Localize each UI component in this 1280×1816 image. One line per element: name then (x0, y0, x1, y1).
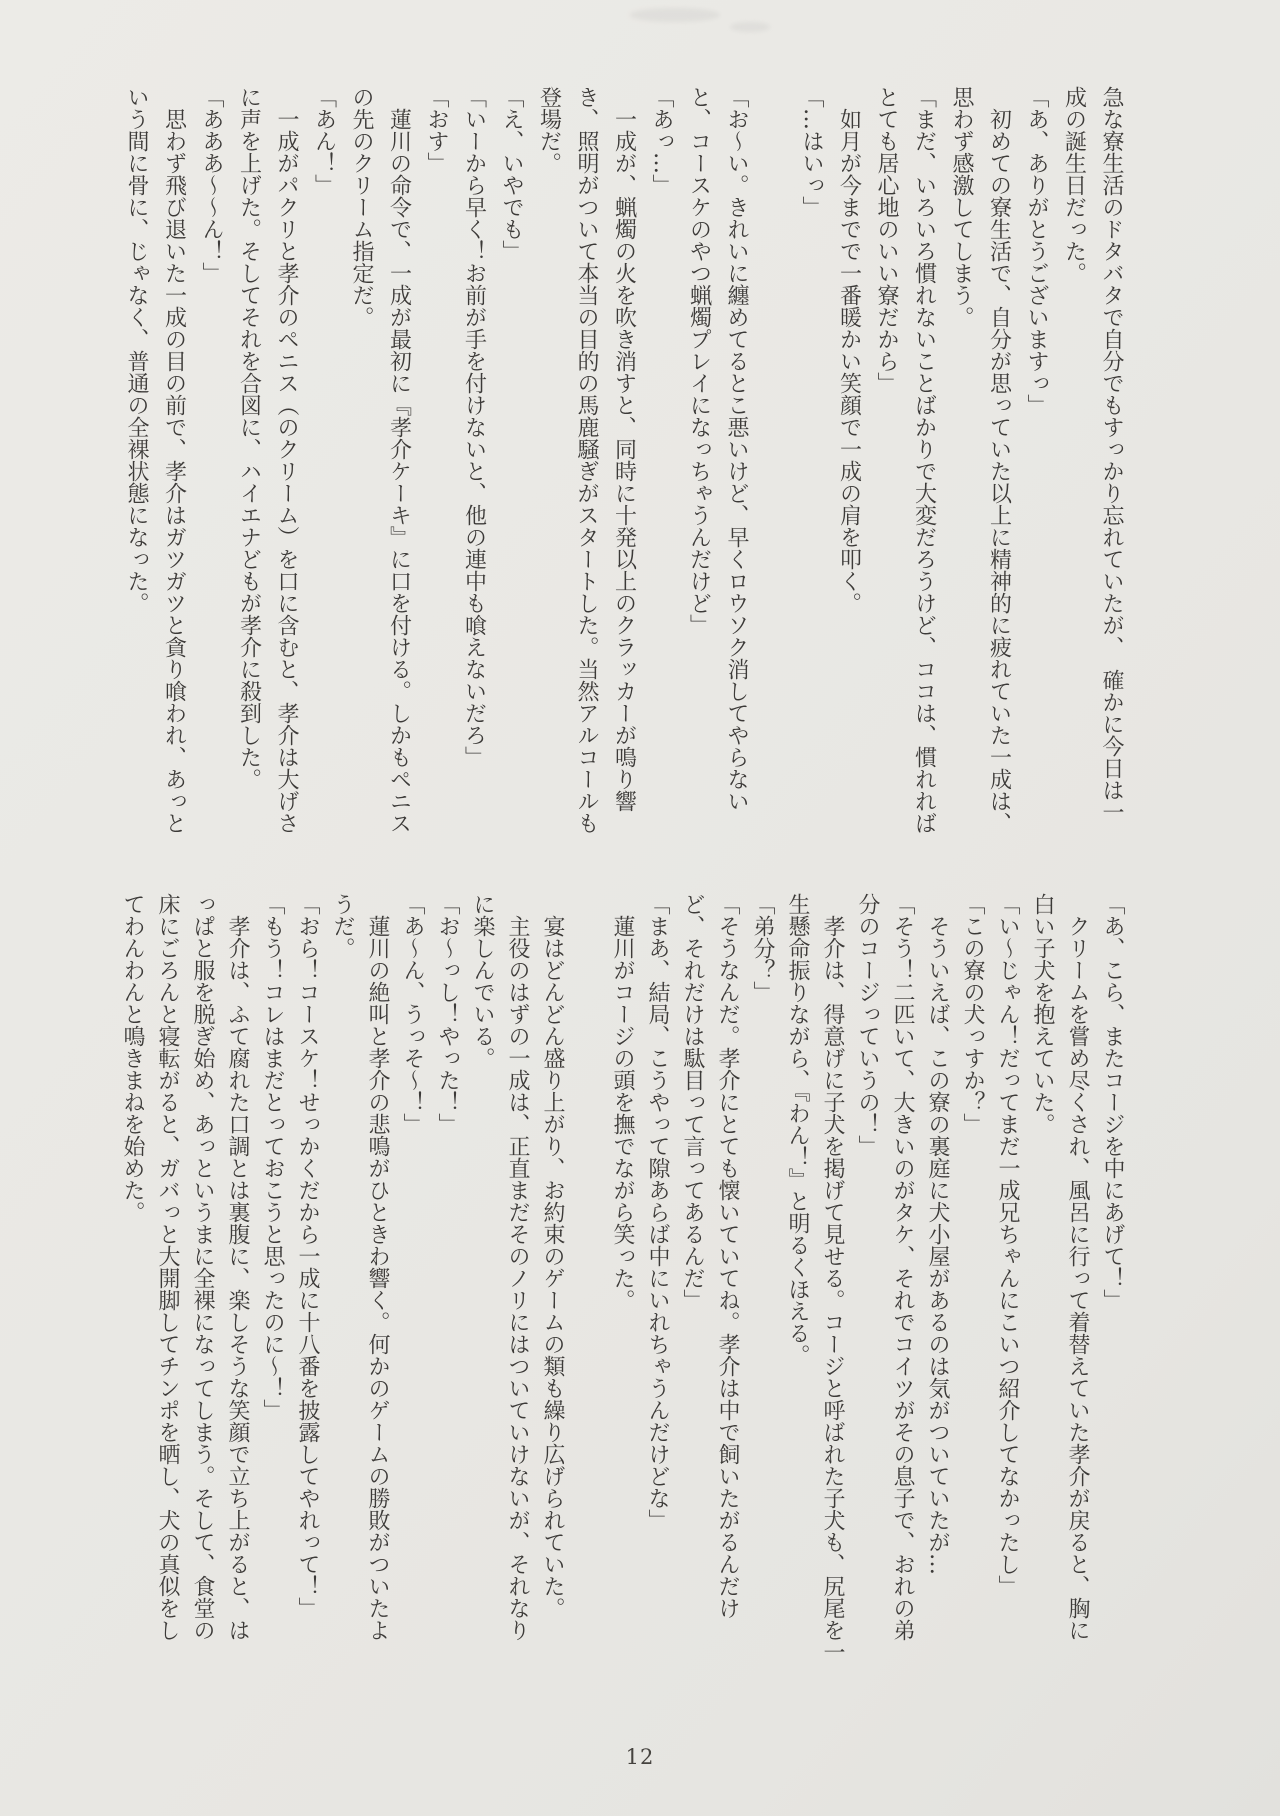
text-line: き、照明がついて本当の目的の馬鹿騒ぎがスタートした。当然アルコールも (574, 86, 599, 834)
text-line: 一成が、蝋燭の火を吹き消すと、同時に十発以上のクラッカーが鳴り響 (611, 86, 637, 812)
text-line: 「あああ〜〜ん！」 (199, 86, 224, 284)
text-line: 生懸命振りながら、『わん！』と明るくほえる。 (785, 893, 810, 1366)
text-line: 「まだ、いろいろ慣れないことばかりで大変だろうけど、ココは、慣れれば (911, 86, 937, 834)
text-line: いう間に骨に、じゃなく、普通の全裸状態になった。 (124, 86, 149, 614)
text-line: 一成がパクリと孝介のペニス（のクリーム）を口に含むと、孝介は大げさ (274, 86, 299, 834)
text-line: 「まあ、結局、こうやって隙あらば中にいれちゃうんだけどな」 (645, 893, 670, 1531)
text-line: 「お〜っし！やった！」 (435, 893, 460, 1135)
text-line: 「え、いやでも」 (499, 86, 524, 262)
text-line: 「あ、こら、またコージを中にあげて！」 (1100, 893, 1125, 1311)
text-line: 思わず感激してしまう。 (949, 86, 974, 328)
text-line: 「そうなんだ。孝介にとても懐いていてね。孝介は中で飼いたがるんだけ (715, 893, 740, 1619)
text-line: 「弟分？」 (750, 893, 775, 1003)
text-line: 「おら！コースケ！せっかくだから一成に十八番を披露してやれって！」 (295, 893, 320, 1619)
text-line: 「お〜い。きれいに纏めてるとこ悪いけど、早くロウソク消してやらない (724, 86, 749, 812)
text-line (755, 86, 793, 844)
text-line: 「い〜じゃん！だってまだ一成兄ちゃんにこいつ紹介してなかったし」 (995, 893, 1020, 1597)
text-line: 「もう！コレはまだとっておこうと思ったのに〜！」 (260, 893, 285, 1421)
text-line: クリームを嘗め尽くされ、風呂に行って着替えていた孝介が戻ると、胸に (1065, 893, 1090, 1641)
text-line: 思わず飛び退いた一成の目の前で、孝介はガツガツと貪り喰われ、あっと (161, 86, 187, 834)
text-line: に楽しんでいる。 (470, 893, 495, 1069)
text-line: 宴はどんどん盛り上がり、お約束のゲームの類も繰り広げられていた。 (540, 893, 565, 1619)
text-line: 蓮川がコージの頭を撫でながら笑った。 (610, 893, 635, 1311)
text-line: 成の誕生日だった。 (1061, 86, 1087, 284)
text-line: 如月が今までで一番暖かい笑顔で一成の肩を叩く。 (836, 86, 862, 614)
text-line: 急な寮生活のドタバタで自分でもすっかり忘れていたが、 確かに今日は一 (1099, 86, 1124, 823)
text-line: そういえば、この寮の裏庭に犬小屋があるのは気がついていたが… (925, 893, 950, 1575)
text-line: 「あ、ありがとうございますっ」 (1024, 86, 1049, 416)
text-line: 「…はいっ」 (799, 86, 824, 218)
text-line: 分のコージっていうの！」 (855, 893, 880, 1157)
text-line: 孝介は、ふて腐れた口調とは裏腹に、楽しそうな笑顔で立ち上がると、は (225, 893, 250, 1641)
text-line: てわんわんと鳴きまねを始めた。 (120, 893, 145, 1223)
text-line: 床にごろんと寝転がると、ガバっと大開脚してチンポを晒し、犬の真似をし (155, 893, 180, 1641)
text-line: 「おす」 (424, 86, 449, 174)
text-line: っぱと服を脱ぎ始め、あっというまに全裸になってしまう。そして、食堂の (190, 893, 215, 1641)
text-line (570, 893, 605, 1673)
scan-artifact (630, 8, 720, 22)
text-line: 白い子犬を抱えていた。 (1030, 893, 1055, 1135)
text-line: 「いーから早く！お前が手を付けないと、他の連中も喰えないだろ」 (461, 86, 487, 768)
text-line: 蓮川の命令で、一成が最初に『孝介ケーキ』に口を付ける。しかもペニス (386, 86, 412, 834)
text-line: 孝介は、得意げに子犬を掲げて見せる。コージと呼ばれた子犬も、尻尾を一 (820, 893, 845, 1663)
text-line: に声を上げた。そしてそれを合図に、ハイエナどもが孝介に殺到した。 (236, 86, 262, 790)
text-block-top (118, 86, 1131, 844)
text-line: 「あ〜ん、うっそ〜！」 (400, 893, 425, 1135)
text-line: 「あっ…」 (649, 86, 674, 196)
text-line: とても居心地のいい寮だから」 (874, 86, 899, 394)
text-line: 蓮川の絶叫と孝介の悲鳴がひときわ響く。何かのゲームの勝敗がついたよ (365, 893, 390, 1641)
text-block-bottom (115, 893, 1130, 1673)
text-line: の先のクリーム指定だ。 (349, 86, 374, 328)
text-line: 初めての寮生活で、自分が思っていた以上に精神的に疲れていた一成は、 (986, 86, 1012, 834)
scan-artifact (730, 22, 770, 32)
text-line: と、コースケのやつ蝋燭プレイになっちゃうんだけど」 (686, 86, 712, 636)
text-line: ど、それだけは駄目って言ってあるんだ」 (680, 893, 705, 1311)
page-number: 12 (625, 1745, 655, 1769)
text-line: 登場だ。 (536, 86, 562, 174)
text-line: 「この寮の犬っすか？」 (960, 893, 985, 1135)
text-line: 主役のはずの一成は、正直まだそのノリにはついていけないが、それなり (505, 893, 530, 1641)
text-line: 「あん！」 (311, 86, 337, 196)
text-line: うだ。 (330, 893, 355, 959)
text-line: 「そう！二匹いて、大きいのがタケ、それでコイツがその息子で、おれの弟 (890, 893, 915, 1641)
